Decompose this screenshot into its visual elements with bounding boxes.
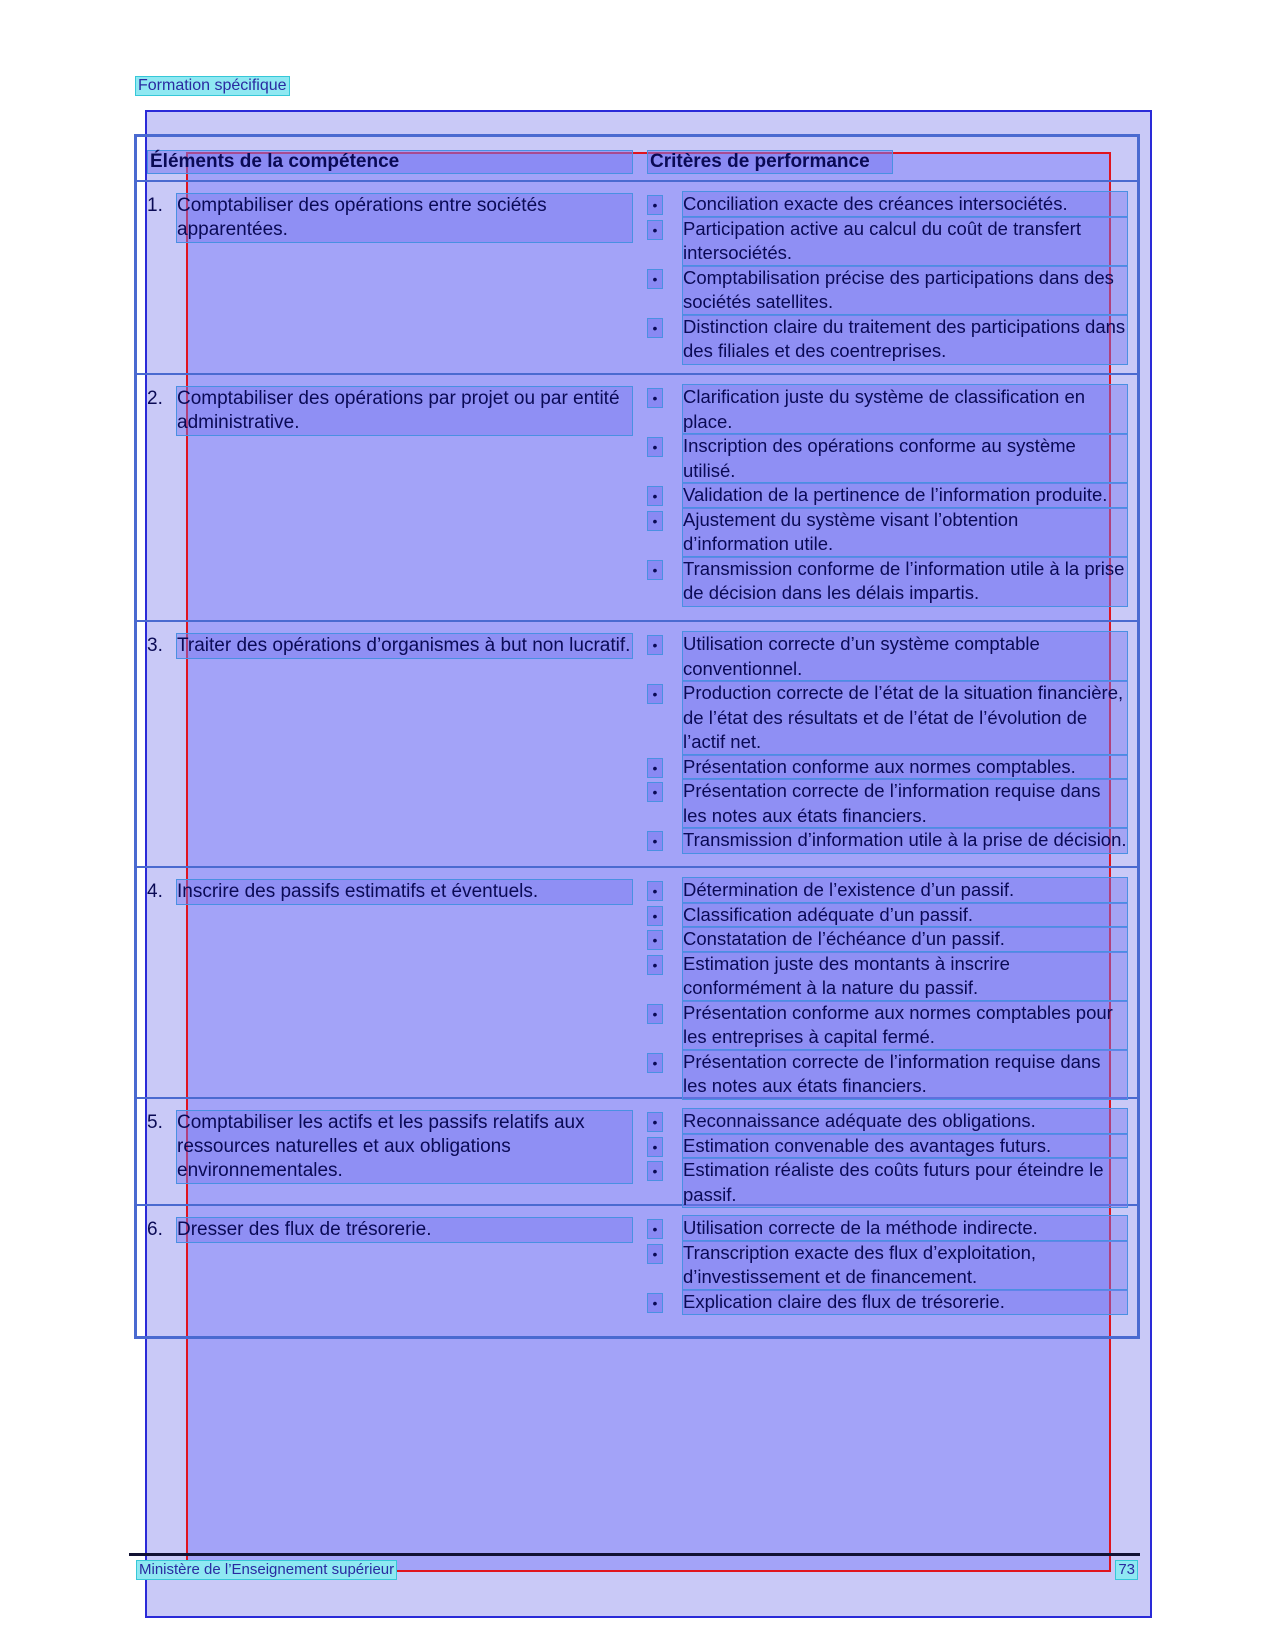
- bullet-icon: •: [647, 560, 663, 580]
- criteria-list: [647, 878, 1127, 1099]
- bullet-icon: •: [647, 881, 663, 901]
- competency-element: [147, 1111, 632, 1183]
- page-number: 73: [1115, 1560, 1138, 1580]
- criteria-list: [647, 632, 1127, 853]
- criterion-text: Conciliation exacte des créances intersociétés.: [683, 192, 1127, 217]
- criterion-text: Explication claire des flux de trésorerie.: [683, 1290, 1127, 1315]
- bullet-icon: •: [647, 318, 663, 338]
- list-item: [647, 1109, 1127, 1134]
- element-text: Comptabiliser les actifs et les passifs relatifs aux ressources naturelles et aux obligations environnementales.: [177, 1111, 632, 1183]
- criterion-text: Clarification juste du système de classification en place.: [683, 385, 1127, 434]
- element-number: 2.: [147, 388, 163, 409]
- list-item: [647, 483, 1127, 508]
- bullet-icon: •: [647, 955, 663, 975]
- criterion-text: Ajustement du système visant l’obtention d’information utile.: [683, 508, 1127, 557]
- list-item: [647, 1001, 1127, 1050]
- criterion-text: Inscription des opérations conforme au système utilisé.: [683, 434, 1127, 483]
- bullet-icon: •: [647, 1293, 663, 1313]
- criterion-text: Estimation juste des montants à inscrire conformément à la nature du passif.: [683, 952, 1127, 1001]
- list-item: [647, 903, 1127, 928]
- bullet-icon: •: [647, 1244, 663, 1264]
- table-row: [137, 1099, 1137, 1206]
- element-text: Comptabiliser des opérations entre sociétés apparentées.: [177, 194, 632, 242]
- element-text: Traiter des opérations d’organismes à but non lucratif.: [177, 635, 631, 656]
- list-item: [647, 1290, 1127, 1315]
- competency-element: [147, 194, 632, 242]
- criterion-text: Présentation conforme aux normes comptables.: [683, 755, 1127, 780]
- column-header-criteria: Critères de performance: [647, 150, 893, 174]
- bullet-icon: •: [647, 1053, 663, 1073]
- criterion-text: Comptabilisation précise des participations dans des sociétés satellites.: [683, 266, 1127, 315]
- element-number: 6.: [147, 1219, 163, 1240]
- criterion-text: Reconnaissance adéquate des obligations.: [683, 1109, 1127, 1134]
- list-item: [647, 779, 1127, 828]
- criterion-text: Présentation correcte de l’information requise dans les notes aux états financiers.: [683, 779, 1127, 828]
- running-header: Formation spécifique: [135, 76, 290, 96]
- list-item: [647, 755, 1127, 780]
- list-item: [647, 434, 1127, 483]
- column-header-elements: Éléments de la compétence: [147, 150, 633, 174]
- bullet-icon: •: [647, 388, 663, 408]
- element-text: Comptabiliser des opérations par projet ou par entité administrative.: [177, 387, 632, 435]
- competency-element: [147, 634, 632, 658]
- bullet-icon: •: [647, 635, 663, 655]
- criterion-text: Transmission d’information utile à la prise de décision.: [683, 828, 1127, 853]
- competency-element: [147, 880, 632, 904]
- criteria-list: [647, 385, 1127, 606]
- list-item: [647, 878, 1127, 903]
- criterion-text: Constatation de l’échéance d’un passif.: [683, 927, 1127, 952]
- bullet-icon: •: [647, 1137, 663, 1157]
- element-number: 1.: [147, 195, 163, 216]
- criterion-text: Utilisation correcte d’un système comptable conventionnel.: [683, 632, 1127, 681]
- bullet-icon: •: [647, 930, 663, 950]
- bullet-icon: •: [647, 906, 663, 926]
- bullet-icon: •: [647, 782, 663, 802]
- competency-element: [147, 387, 632, 435]
- table-header: [137, 137, 1137, 182]
- criterion-text: Validation de la pertinence de l’information produite.: [683, 483, 1127, 508]
- list-item: [647, 952, 1127, 1001]
- table-row: [137, 182, 1137, 375]
- element-number: 4.: [147, 881, 163, 902]
- list-item: [647, 508, 1127, 557]
- criterion-text: Présentation conforme aux normes comptables pour les entreprises à capital fermé.: [683, 1001, 1127, 1050]
- criterion-text: Transmission conforme de l’information utile à la prise de décision dans les délais impartis.: [683, 557, 1127, 606]
- footer-publisher: Ministère de l’Enseignement supérieur: [136, 1560, 397, 1580]
- table-row: [137, 622, 1137, 868]
- list-item: [647, 1158, 1127, 1207]
- list-item: [647, 1134, 1127, 1159]
- list-item: [647, 828, 1127, 853]
- criterion-text: Utilisation correcte de la méthode indirecte.: [683, 1216, 1127, 1241]
- criterion-text: Classification adéquate d’un passif.: [683, 903, 1127, 928]
- bullet-icon: •: [647, 1112, 663, 1132]
- criterion-text: Participation active au calcul du coût de transfert intersociétés.: [683, 217, 1127, 266]
- bullet-icon: •: [647, 1161, 663, 1181]
- footer-divider: [129, 1553, 1140, 1556]
- criteria-list: [647, 1216, 1127, 1314]
- competency-element: [147, 1218, 632, 1242]
- criterion-text: Distinction claire du traitement des participations dans des filiales et des coentreprises.: [683, 315, 1127, 364]
- bullet-icon: •: [647, 684, 663, 704]
- bullet-icon: •: [647, 486, 663, 506]
- list-item: [647, 632, 1127, 681]
- list-item: [647, 1050, 1127, 1099]
- bullet-icon: •: [647, 220, 663, 240]
- list-item: [647, 315, 1127, 364]
- criterion-text: Détermination de l’existence d’un passif.: [683, 878, 1127, 903]
- element-number: 5.: [147, 1112, 163, 1133]
- criterion-text: Production correcte de l’état de la situation financière, de l’état des résultats et de l’état de l’évolution de l’actif net.: [683, 681, 1127, 755]
- list-item: [647, 927, 1127, 952]
- bullet-icon: •: [647, 269, 663, 289]
- element-text: Inscrire des passifs estimatifs et éventuels.: [177, 880, 632, 904]
- bullet-icon: •: [647, 1219, 663, 1239]
- element-text: Dresser des flux de trésorerie.: [177, 1218, 632, 1242]
- bullet-icon: •: [647, 1004, 663, 1024]
- list-item: [647, 192, 1127, 217]
- list-item: [647, 266, 1127, 315]
- criteria-list: [647, 1109, 1127, 1207]
- table-row: [137, 375, 1137, 622]
- bullet-icon: •: [647, 511, 663, 531]
- list-item: [647, 217, 1127, 266]
- criterion-text: Estimation convenable des avantages futurs.: [683, 1134, 1127, 1159]
- criterion-text: Estimation réaliste des coûts futurs pour éteindre le passif.: [683, 1158, 1127, 1207]
- criteria-list: [647, 192, 1127, 364]
- list-item: [647, 557, 1127, 606]
- list-item: [647, 681, 1127, 755]
- bullet-icon: •: [647, 831, 663, 851]
- bullet-icon: •: [647, 437, 663, 457]
- criterion-text: Transcription exacte des flux d’exploitation, d’investissement et de financement.: [683, 1241, 1127, 1290]
- element-number: 3.: [147, 635, 163, 656]
- table-row: [137, 868, 1137, 1099]
- criterion-text: Présentation correcte de l’information requise dans les notes aux états financiers.: [683, 1050, 1127, 1099]
- competency-table: [134, 134, 1140, 1339]
- bullet-icon: •: [647, 758, 663, 778]
- table-row: [137, 1206, 1137, 1336]
- list-item: [647, 385, 1127, 434]
- bullet-icon: •: [647, 195, 663, 215]
- list-item: [647, 1216, 1127, 1241]
- list-item: [647, 1241, 1127, 1290]
